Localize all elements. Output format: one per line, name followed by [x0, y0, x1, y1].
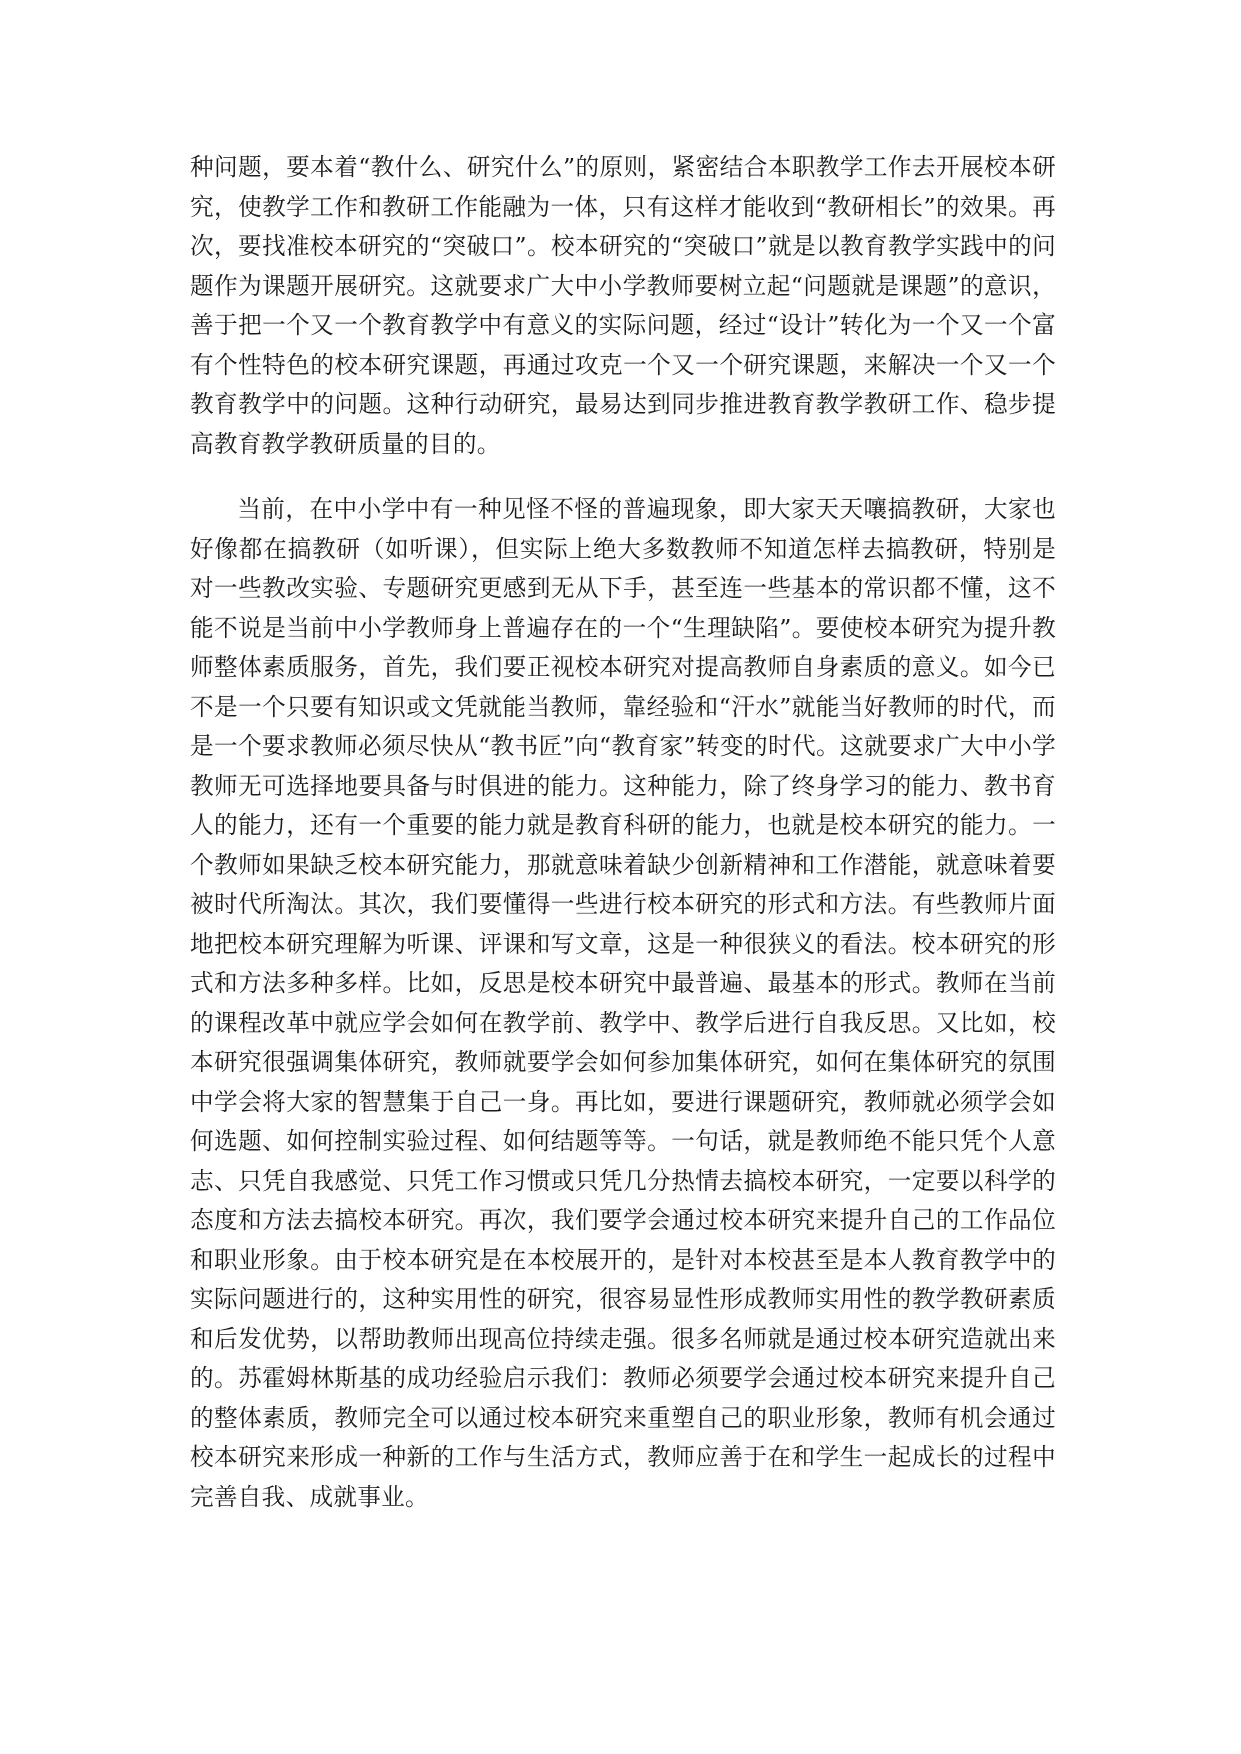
document-body	[190, 148, 1056, 1517]
paragraph-continuation: 种问题，要本着“教什么、研究什么”的原则，紧密结合本职教学工作去开展校本研究，使教学工作和教研工作能融为一体，只有这样才能收到“教研相长”的效果。再次，要找准校本研究的“突破口”。校本研究的“突破口”就是以教育教学实践中的问题作为课题开展研究。这就要求广大中小学教师要树立起“问题就是课题”的意识，善于把一个又一个教育教学中有意义的实际问题，经过“设计”转化为一个又一个富有个性特色的校本研究课题，再通过攻克一个又一个研究课题，来解决一个又一个教育教学中的问题。这种行动研究，最易达到同步推进教育教学教研工作、稳步提高教育教学教研质量的目的。	[190, 153, 1056, 458]
paragraph-teacher-quality: 当前，在中小学中有一种见怪不怪的普遍现象，即大家天天嚷搞教研，大家也好像都在搞教研（如听课），但实际上绝大多数教师不知道怎样去搞教研，特别是对一些教改实验、专题研究更感到无从下手，甚至连一些基本的常识都不懂，这不能不说是当前中小学教师身上普遍存在的一个“生理缺陷”。要使校本研究为提升教师整体素质服务，首先，我们要正视校本研究对提高教师自身素质的意义。如今已不是一个只要有知识或文凭就能当教师，靠经验和“汗水”就能当好教师的时代，而是一个要求教师必须尽快从“教书匠”向“教育家”转变的时代。这就要求广大中小学教师无可选择地要具备与时俱进的能力。这种能力，除了终身学习的能力、教书育人的能力，还有一个重要的能力就是教育科研的能力，也就是校本研究的能力。一个教师如果缺乏校本研究能力，那就意味着缺少创新精神和工作潜能，就意味着要被时代所淘汰。其次，我们要懂得一些进行校本研究的形式和方法。有些教师片面地把校本研究理解为听课、评课和写文章，这是一种很狭义的看法。校本研究的形式和方法多种多样。比如，反思是校本研究中最普遍、最基本的形式。教师在当前的课程改革中就应学会如何在教学前、教学中、教学后进行自我反思。又比如，校本研究很强调集体研究，教师就要学会如何参加集体研究，如何在集体研究的氛围中学会将大家的智慧集于自己一身。再比如，要进行课题研究，教师就必须学会如何选题、如何控制实验过程、如何结题等等。一句话，就是教师绝不能只凭个人意志、只凭自我感觉、只凭工作习惯或只凭几分热情去搞校本研究，一定要以科学的态度和方法去搞校本研究。再次，我们要学会通过校本研究来提升自己的工作品位和职业形象。由于校本研究是在本校展开的，是针对本校甚至是本人教育教学中的实际问题进行的，这种实用性的研究，很容易显性形成教师实用性的教学教研素质和后发优势，以帮助教师出现高位持续走强。很多名师就是通过校本研究造就出来的。苏霍姆林斯基的成功经验启示我们：教师必须要学会通过校本研究来提升自己的整体素质，教师完全可以通过校本研究来重塑自己的职业形象，教师有机会通过校本研究来形成一种新的工作与生活方式，教师应善于在和学生一起成长的过程中完善自我、成就事业。	[190, 495, 1056, 1511]
